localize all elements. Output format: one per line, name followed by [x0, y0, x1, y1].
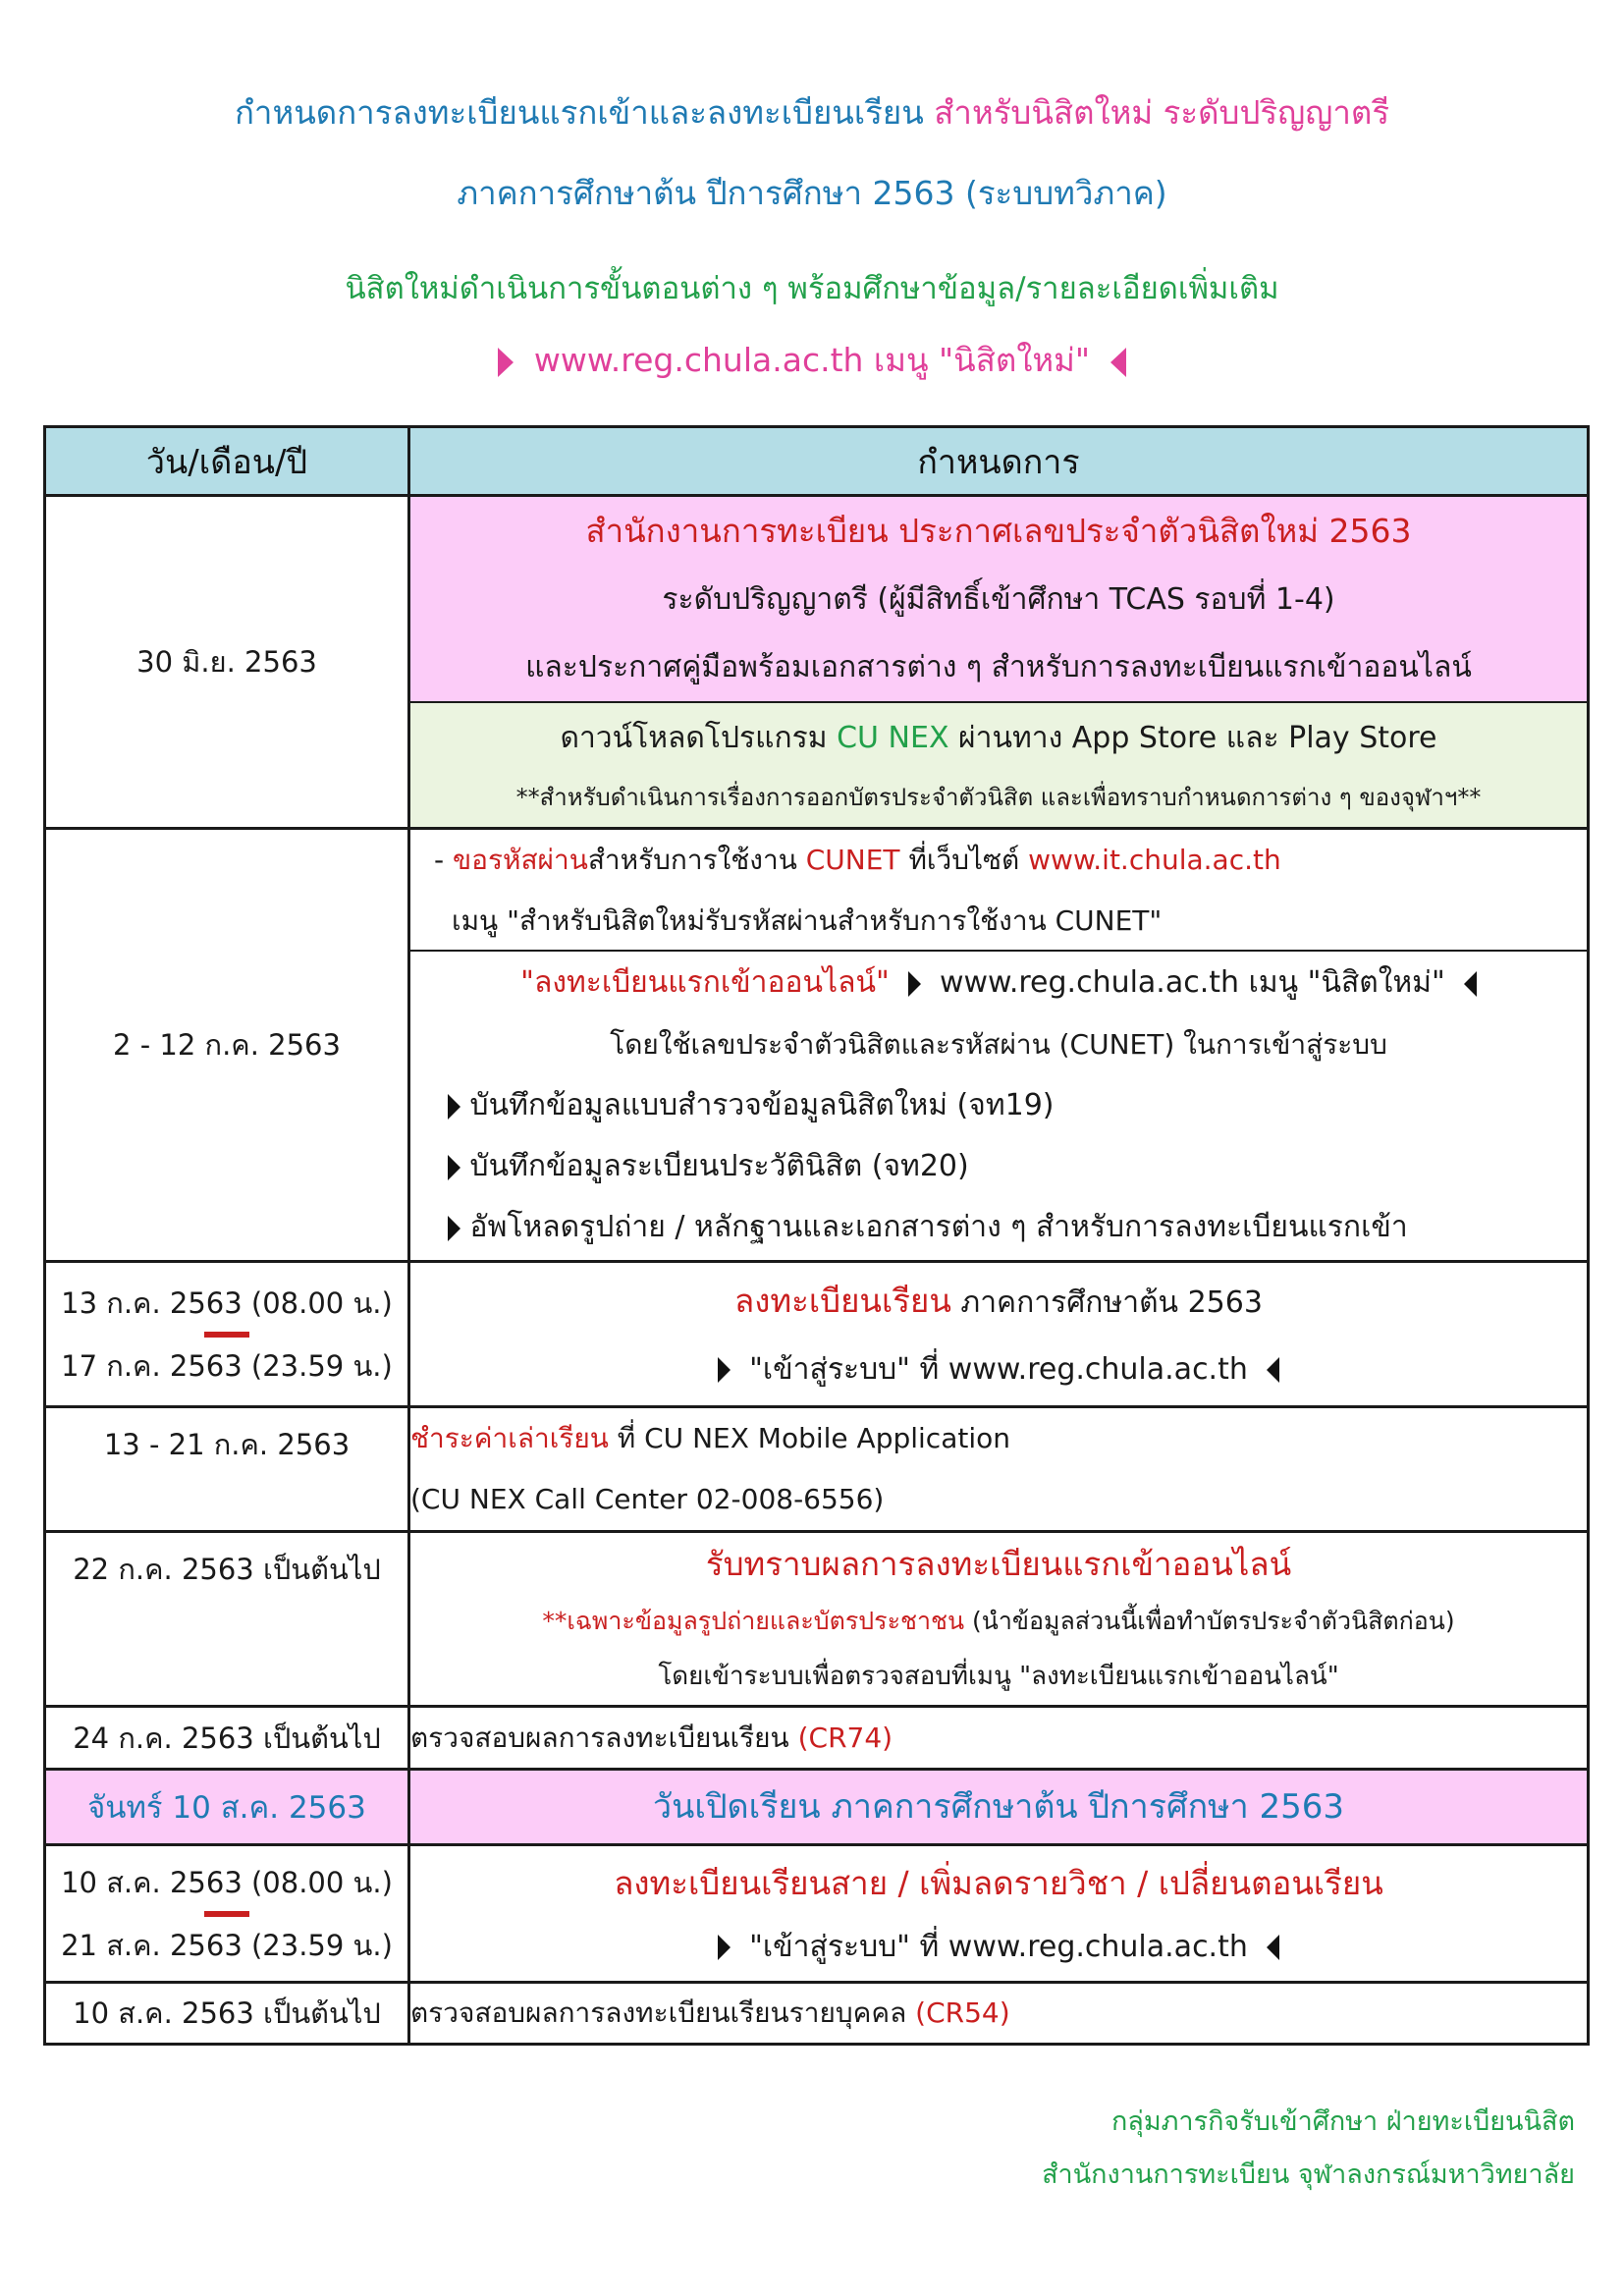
request-password-label: ขอรหัสผ่าน	[453, 844, 588, 876]
website-line	[0, 334, 1624, 386]
registration-title	[410, 1267, 1587, 1338]
online-registration-title	[410, 952, 1587, 1014]
row-date: 22 ก.ค. 2563 เป็นต้นไป	[45, 1532, 409, 1707]
announcement-title: สำนักงานการทะเบียน ประกาศเลขประจำตัวนิสิตใหม่ 2563	[585, 512, 1412, 550]
cu-nex-app: CU NEX	[837, 721, 949, 755]
date-to: 21 ส.ค. 2563 (23.59 น.)	[61, 1928, 393, 1962]
registration-label: ลงทะเบียนเรียน	[734, 1281, 951, 1320]
call-center-line: (CU NEX Call Center 02-008-6556)	[410, 1483, 885, 1515]
row-date: 13 - 21 ก.ค. 2563	[45, 1407, 409, 1532]
individual-result-line	[410, 1985, 1587, 2042]
row-date-range	[45, 1845, 409, 1983]
arrow-right-icon	[718, 1935, 731, 1960]
column-header-date: วัน/เดือน/ปี	[45, 427, 409, 496]
announcement-manual: และประกาศคู่มือพร้อมเอกสารต่าง ๆ สำหรับการลงทะเบียนแรกเข้าออนไลน์	[525, 650, 1472, 684]
it-chula-link[interactable]: www.it.chula.ac.th	[1028, 844, 1281, 876]
app-download-note: **สำหรับดำเนินการเรื่องการออกบัตรประจำตัวนิสิต และเพื่อทราบกำหนดการต่าง ๆ ของจุฬาฯ**	[515, 784, 1482, 811]
photo-id-note: **เฉพาะข้อมูลรูปถ่ายและบัตรประชาชน	[542, 1606, 965, 1635]
report-code-cr54: (CR54)	[915, 1996, 1010, 2029]
footer-department: กลุ่มภารกิจรับเข้าศึกษา ฝ่ายทะเบียนนิสิต	[1110, 2106, 1575, 2137]
step-upload: อัพโหลดรูปถ่าย / หลักฐานและเอกสารต่าง ๆ สำหรับการลงทะเบียนแรกเข้า	[469, 1210, 1408, 1244]
cunet-label: CUNET	[805, 844, 900, 876]
individual-result-text: ตรวจสอบผลการลงทะเบียนเรียนรายบุคคล	[410, 1996, 916, 2029]
online-result-note	[410, 1594, 1587, 1649]
app-download-post: ผ่านทาง App Store และ Play Store	[948, 721, 1437, 755]
payment-line	[410, 1408, 1587, 1469]
reg-login-link[interactable]: "เข้าสู่ระบบ" ที่ www.reg.chula.ac.th	[749, 1351, 1248, 1387]
row-date: 30 มิ.ย. 2563	[45, 496, 409, 829]
photo-id-purpose: (นำข้อมูลส่วนนี้เพื่อทำบัตรประจำตัวนิสิตก่อน)	[964, 1606, 1455, 1635]
arrow-left-icon	[1267, 1935, 1279, 1960]
row-event	[409, 1983, 1589, 2045]
table-row	[45, 1845, 1589, 1983]
step-item	[410, 1136, 1587, 1197]
table-row	[45, 829, 1589, 1262]
website-menu-link[interactable]: www.reg.chula.ac.th เมนู "นิสิตใหม่"	[533, 341, 1091, 379]
cunet-password-block	[410, 830, 1587, 952]
online-result-instruction: โดยเข้าระบบเพื่อตรวจสอบที่เมนู "ลงทะเบียนแรกเข้าออนไลน์"	[658, 1661, 1339, 1691]
step-item	[410, 1075, 1587, 1136]
arrow-left-icon	[1464, 971, 1477, 997]
cunet-password-line	[434, 830, 1587, 891]
table-row	[45, 1707, 1589, 1770]
arrow-right-icon	[908, 971, 921, 997]
table-header-row	[45, 427, 1589, 496]
title-line-2: ภาคการศึกษาต้น ปีการศึกษา 2563 (ระบบทวิภาค)	[457, 174, 1167, 212]
schedule-table	[43, 425, 1590, 2046]
range-dash	[204, 1332, 249, 1338]
online-result-title: รับทราบผลการลงทะเบียนแรกเข้าออนไลน์	[705, 1544, 1292, 1583]
instruction-line: นิสิตใหม่ดำเนินการขั้นตอนต่าง ๆ พร้อมศึกษาข้อมูล/รายละเอียดเพิ่มเติม	[345, 271, 1279, 306]
login-instruction: โดยใช้เลขประจำตัวนิสิตและรหัสผ่าน (CUNET) ในการเข้าสู่ระบบ	[610, 1028, 1387, 1061]
check-result-text: ตรวจสอบผลการลงทะเบียนเรียน	[410, 1721, 798, 1754]
reg-login-link[interactable]: "เข้าสู่ระบบ" ที่ www.reg.chula.ac.th	[749, 1929, 1248, 1964]
table-row	[45, 496, 1589, 829]
arrow-left-icon	[1110, 348, 1126, 377]
table-row	[45, 1983, 1589, 2045]
app-download-pre: ดาวน์โหลดโปรแกรม	[560, 721, 838, 755]
announcement-level: ระดับปริญญาตรี (ผู้มีสิทธิ์เข้าศึกษา TCAS รอบที่ 1-4)	[662, 582, 1335, 617]
online-registration-label: "ลงทะเบียนแรกเข้าออนไลน์"	[520, 965, 890, 1000]
row-date: 2 - 12 ก.ค. 2563	[45, 829, 409, 1262]
date-from: 13 ก.ค. 2563 (08.00 น.)	[61, 1285, 393, 1320]
table-row	[45, 1407, 1589, 1532]
report-code-cr74: (CR74)	[797, 1721, 893, 1754]
late-registration-title: ลงทะเบียนเรียนสาย / เพิ่มลดรายวิชา / เปลี่ยนตอนเรียน	[614, 1863, 1383, 1902]
row-event	[409, 496, 1589, 829]
website-at: ที่เว็บไซต์	[899, 844, 1029, 876]
check-result-line	[410, 1709, 1587, 1768]
bullet-arrow-icon	[448, 1155, 460, 1180]
row-date: จันทร์ 10 ส.ค. 2563	[45, 1770, 409, 1845]
row-event	[409, 1407, 1589, 1532]
table-row	[45, 1532, 1589, 1707]
step-item	[410, 1197, 1587, 1258]
announcement-block	[410, 497, 1587, 703]
row-event	[409, 1262, 1589, 1407]
arrow-right-icon	[718, 1357, 731, 1383]
reg-chula-link[interactable]: www.reg.chula.ac.th เมนู "นิสิตใหม่"	[939, 965, 1445, 1000]
password-purpose: สำหรับการใช้งาน	[587, 844, 806, 876]
row-date-range	[45, 1262, 409, 1407]
row-event	[409, 1707, 1589, 1770]
row-event	[409, 1532, 1589, 1707]
login-link-line	[410, 1917, 1587, 1978]
range-dash	[204, 1911, 249, 1917]
row-event	[409, 829, 1589, 1262]
bullet-arrow-icon	[448, 1216, 460, 1241]
row-date: 10 ส.ค. 2563 เป็นต้นไป	[45, 1983, 409, 2045]
login-link-line	[410, 1338, 1587, 1402]
date-to: 17 ก.ค. 2563 (23.59 น.)	[61, 1348, 393, 1383]
arrow-right-icon	[498, 348, 514, 377]
row-event	[409, 1770, 1589, 1845]
semester-start: วันเปิดเรียน ภาคการศึกษาต้น ปีการศึกษา 2563	[653, 1787, 1344, 1827]
table-row	[45, 1262, 1589, 1407]
registration-term: ภาคการศึกษาต้น 2563	[950, 1285, 1263, 1320]
online-registration-block	[410, 952, 1587, 1260]
step-survey: บันทึกข้อมูลแบบสำรวจข้อมูลนิสิตใหม่ (จท19)	[469, 1088, 1055, 1122]
bullet-arrow-icon	[448, 1094, 460, 1120]
footer-office: สำนักงานการทะเบียน จุฬาลงกรณ์มหาวิทยาลัย	[1042, 2159, 1575, 2190]
table-row	[45, 1770, 1589, 1845]
app-download-text	[410, 703, 1587, 774]
step-record: บันทึกข้อมูลระเบียนประวัตินิสิต (จท20)	[469, 1149, 969, 1183]
title-main: กำหนดการลงทะเบียนแรกเข้าและลงทะเบียนเรียน	[234, 93, 924, 132]
payment-label: ชำระค่าเล่าเรียน	[410, 1422, 609, 1454]
date-from: 10 ส.ค. 2563 (08.00 น.)	[61, 1865, 393, 1899]
arrow-left-icon	[1267, 1357, 1279, 1383]
column-header-event: กำหนดการ	[409, 427, 1589, 496]
payment-channel: ที่ CU NEX Mobile Application	[608, 1422, 1010, 1454]
bullet-dash: -	[434, 844, 454, 876]
row-event	[409, 1845, 1589, 1983]
row-date: 24 ก.ค. 2563 เป็นต้นไป	[45, 1707, 409, 1770]
cunet-menu-line: เมนู "สำหรับนิสิตใหม่รับรหัสผ่านสำหรับการใช้งาน CUNET"	[452, 904, 1163, 937]
title-audience: สำหรับนิสิตใหม่ ระดับปริญญาตรี	[934, 93, 1390, 132]
app-download-block	[410, 703, 1587, 827]
title-line-1	[0, 86, 1624, 138]
